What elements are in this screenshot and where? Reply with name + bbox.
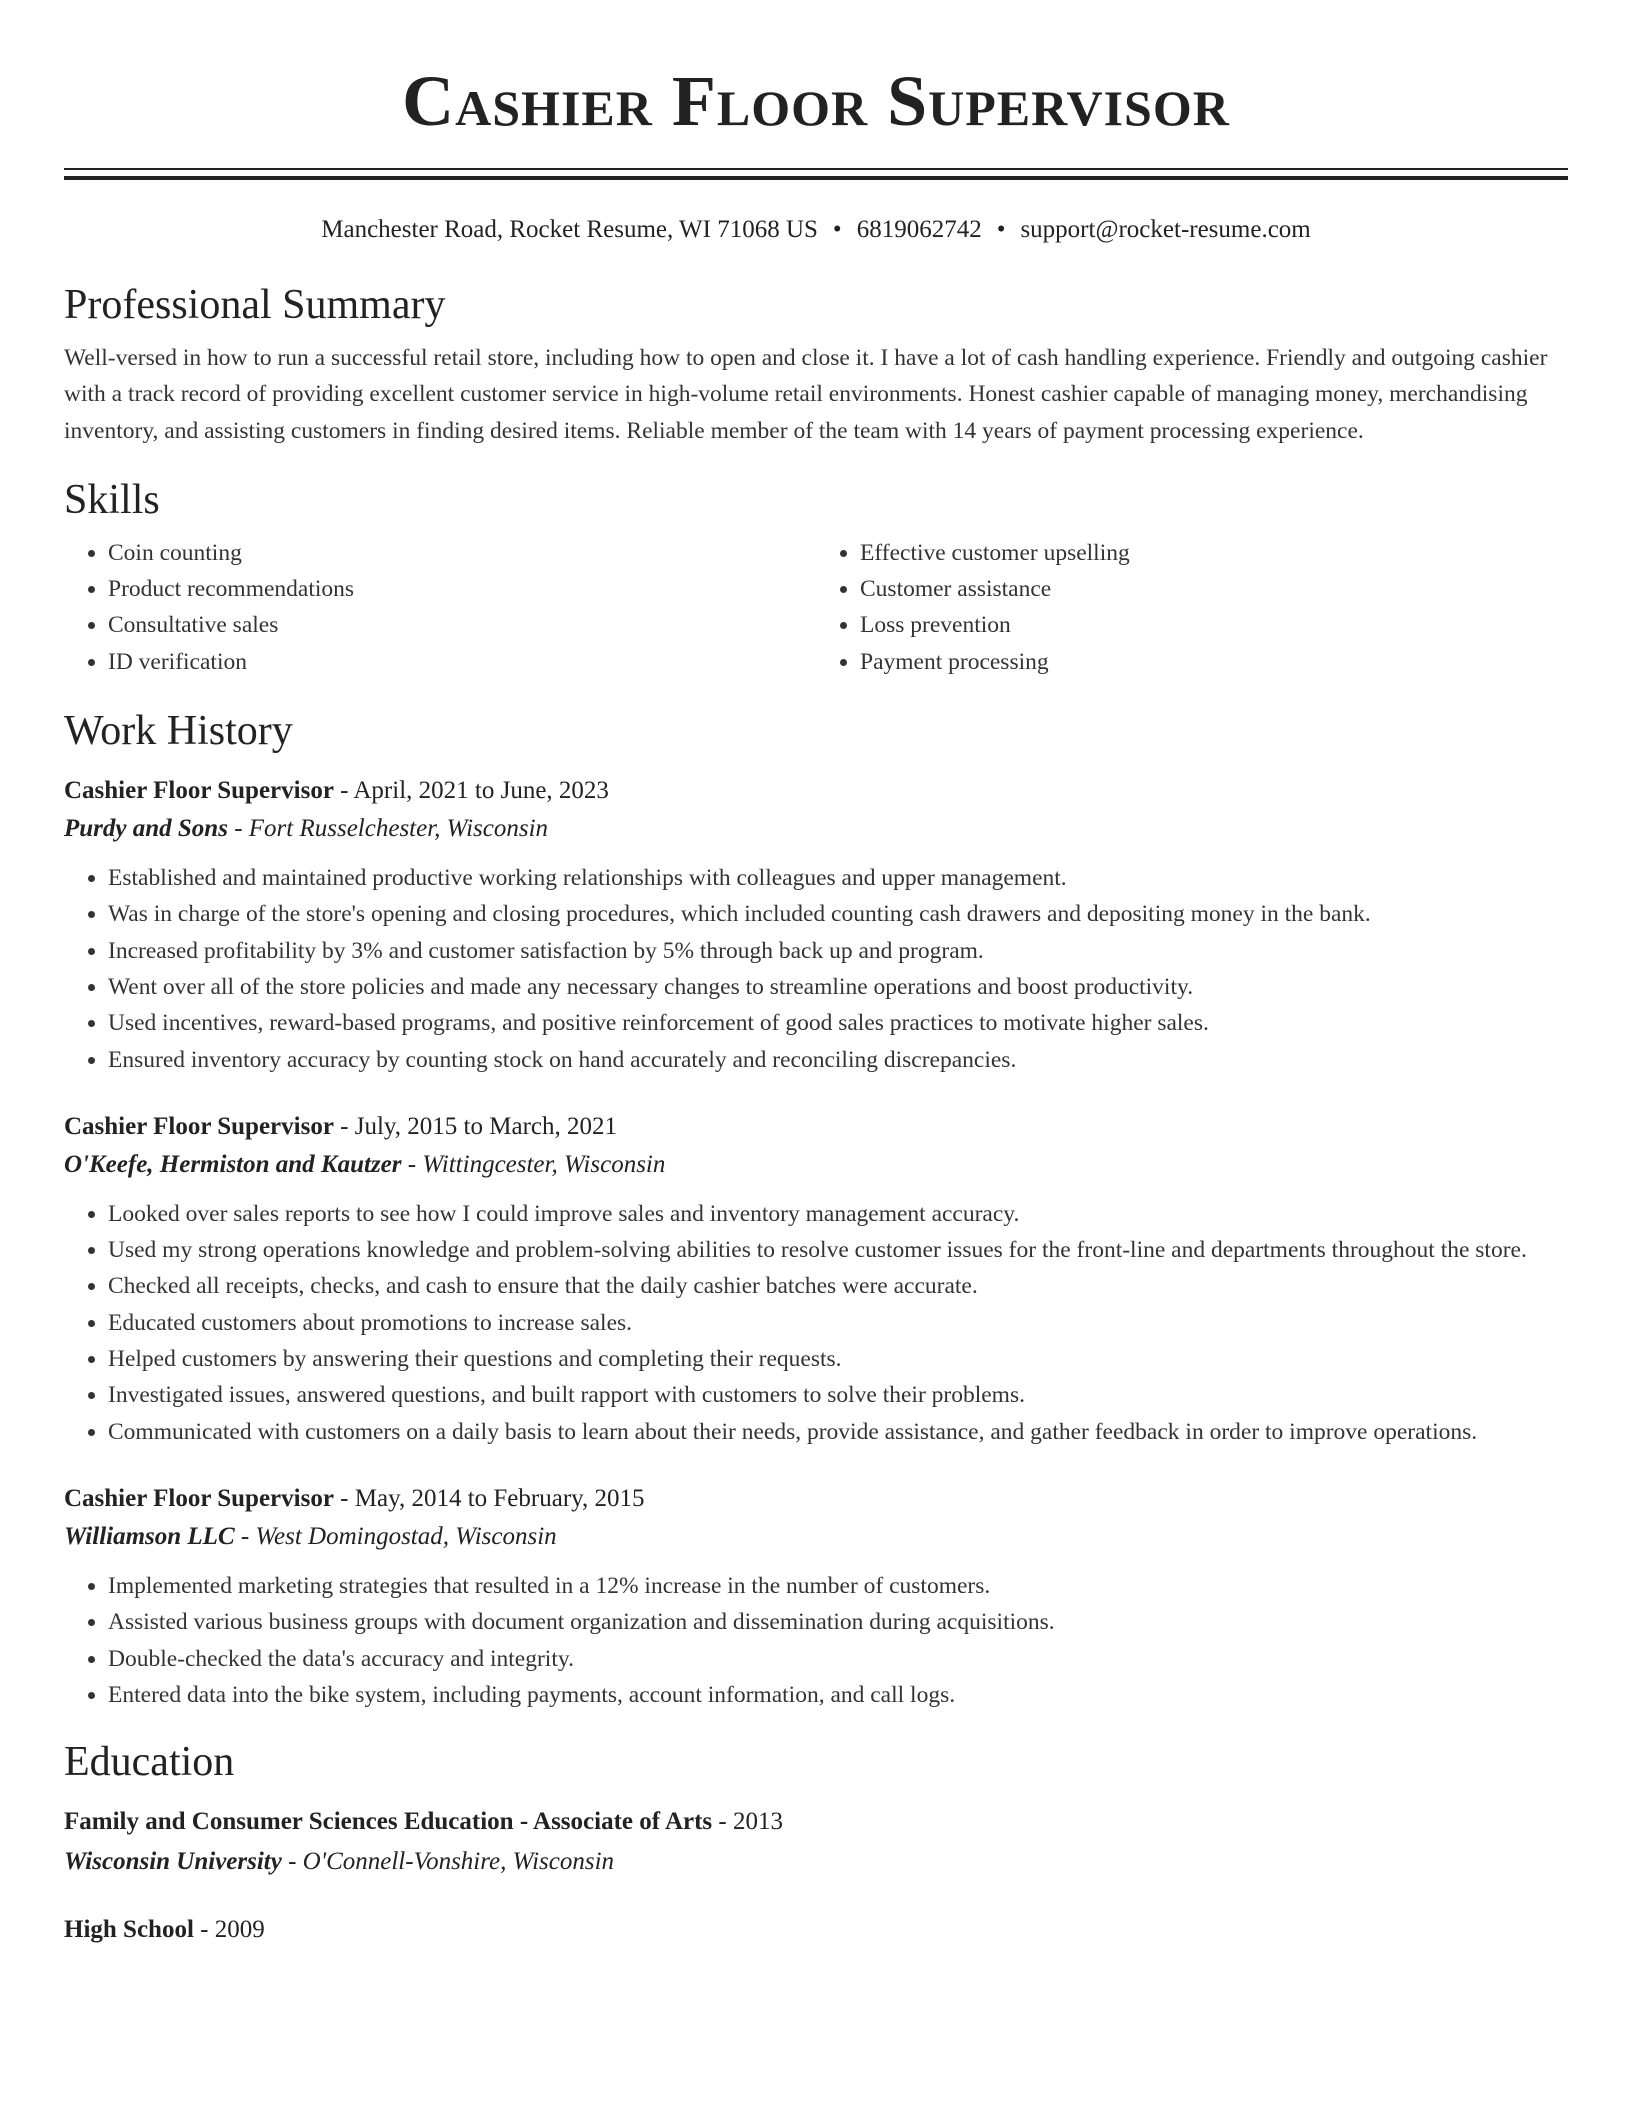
job-entry xyxy=(64,772,1568,1078)
contact-line xyxy=(64,214,1568,246)
job-entry xyxy=(64,1480,1568,1713)
contact-separator: • xyxy=(832,216,842,243)
job-dates: - May, 2014 to February, 2015 xyxy=(333,1484,645,1512)
skills-heading: Skills xyxy=(64,476,160,523)
job-bullet: • Used my strong operations knowledge and problem-solving abilities to resolve customer issues for the front-line and departments throughout the store. xyxy=(108,1232,1568,1268)
job-bullet: • Educated customers about promotions to increase sales. xyxy=(108,1305,1568,1341)
job-title-line xyxy=(64,1108,1568,1146)
job-bullets xyxy=(64,1196,1568,1450)
education-degree: High School xyxy=(64,1916,194,1944)
skill-item: • Product recommendations xyxy=(108,571,816,607)
contact-address: Manchester Road, Rocket Resume, WI 71068 US xyxy=(321,216,818,243)
work-history-section xyxy=(64,706,1568,1713)
skill-item: • Coin counting xyxy=(108,535,816,571)
contact-email[interactable]: support@rocket-resume.com xyxy=(1020,216,1311,243)
summary-text: Well-versed in how to run a successful retail store, including how to open and close it. I have a lot of cash handling experience. Friendly and outgoing cashier with a track record of providing excellent customer service in high-volume retail environments. Honest cashier capable of managing money, merchandising inventory, and assisting customers in finding desired items. Reliable member of the team with 14 years of payment processing experience. xyxy=(64,345,1548,444)
skills-section xyxy=(64,475,1568,680)
skill-item: • Effective customer upselling xyxy=(860,535,1568,571)
education-degree-line xyxy=(64,1911,1568,1949)
education-section xyxy=(64,1737,1568,1949)
contact-separator: • xyxy=(996,216,1006,243)
education-degree: Family and Consumer Sciences Education - Associate of Arts xyxy=(64,1808,713,1836)
job-bullet: • Double-checked the data's accuracy and integrity. xyxy=(108,1641,1568,1677)
job-company-line xyxy=(64,1146,1568,1184)
job-title-line xyxy=(64,1480,1568,1518)
job-bullet: • Communicated with customers on a daily basis to learn about their needs, provide assistance, and gather feedback in order to improve operations. xyxy=(108,1414,1568,1450)
skill-item: • Customer assistance xyxy=(860,571,1568,607)
resume-name: Cashier Floor Supervisor xyxy=(402,61,1230,141)
job-company-line xyxy=(64,1518,1568,1556)
skills-list-right xyxy=(816,535,1568,680)
job-dates: - April, 2021 to June, 2023 xyxy=(333,777,609,805)
education-school-line xyxy=(64,1843,1568,1881)
skill-item: • Consultative sales xyxy=(108,607,816,643)
job-bullet: • Established and maintained productive working relationships with colleagues and upper management. xyxy=(108,860,1568,896)
job-location: - Wittingcester, Wisconsin xyxy=(401,1150,666,1178)
skill-item: • Loss prevention xyxy=(860,607,1568,643)
job-company-line xyxy=(64,810,1568,848)
education-entry xyxy=(64,1911,1568,1949)
job-dates: - July, 2015 to March, 2021 xyxy=(333,1112,617,1140)
job-bullet: • Investigated issues, answered questions, and built rapport with customers to solve their problems. xyxy=(108,1377,1568,1413)
job-company: Williamson LLC xyxy=(64,1522,235,1550)
job-location: - Fort Russelchester, Wisconsin xyxy=(227,815,549,843)
contact-phone[interactable]: 6819062742 xyxy=(856,216,982,243)
job-title: Cashier Floor Supervisor xyxy=(64,1112,334,1140)
skill-item: • Payment processing xyxy=(860,644,1568,680)
education-year: - 2009 xyxy=(193,1916,265,1944)
skill-item: • ID verification xyxy=(108,644,816,680)
job-company: Purdy and Sons xyxy=(64,815,228,843)
education-degree-line xyxy=(64,1803,1568,1841)
skills-list-left xyxy=(64,535,816,680)
job-bullet: • Increased profitability by 3% and customer satisfaction by 5% through back up and program. xyxy=(108,933,1568,969)
job-bullet: • Went over all of the store policies and made any necessary changes to streamline operations and boost productivity. xyxy=(108,969,1568,1005)
work-history-heading: Work History xyxy=(64,708,293,755)
education-year: - 2013 xyxy=(712,1808,783,1836)
job-bullet: • Was in charge of the store's opening and closing procedures, which included counting cash drawers and depositing money in the bank. xyxy=(108,896,1568,932)
job-bullets xyxy=(64,1568,1568,1713)
job-bullet: • Assisted various business groups with document organization and dissemination during acquisitions. xyxy=(108,1604,1568,1640)
education-heading: Education xyxy=(64,1739,235,1786)
summary-section xyxy=(64,280,1568,449)
job-bullet: • Implemented marketing strategies that resulted in a 12% increase in the number of customers. xyxy=(108,1568,1568,1604)
job-location: - West Domingostad, Wisconsin xyxy=(234,1522,557,1550)
education-entry xyxy=(64,1803,1568,1881)
education-school: Wisconsin University xyxy=(64,1848,282,1876)
header-divider-top xyxy=(64,168,1568,170)
job-title: Cashier Floor Supervisor xyxy=(64,1484,334,1512)
job-bullets xyxy=(64,860,1568,1078)
job-bullet: • Entered data into the bike system, including payments, account information, and call logs. xyxy=(108,1677,1568,1713)
job-bullet: • Looked over sales reports to see how I could improve sales and inventory management accuracy. xyxy=(108,1196,1568,1232)
job-bullet: • Used incentives, reward-based programs, and positive reinforcement of good sales practices to motivate higher sales. xyxy=(108,1005,1568,1041)
job-title-line xyxy=(64,772,1568,810)
job-entry xyxy=(64,1108,1568,1450)
summary-heading: Professional Summary xyxy=(64,282,446,328)
skills-columns xyxy=(64,535,1568,680)
header-divider-bottom xyxy=(64,176,1568,180)
job-bullet: • Ensured inventory accuracy by counting stock on hand accurately and reconciling discrepancies. xyxy=(108,1042,1568,1078)
job-company: O'Keefe, Hermiston and Kautzer xyxy=(64,1150,402,1178)
education-location: - O'Connell-Vonshire, Wisconsin xyxy=(281,1848,615,1876)
job-title: Cashier Floor Supervisor xyxy=(64,777,334,805)
job-bullet: • Checked all receipts, checks, and cash to ensure that the daily cashier batches were accurate. xyxy=(108,1268,1568,1304)
job-bullet: • Helped customers by answering their questions and completing their requests. xyxy=(108,1341,1568,1377)
